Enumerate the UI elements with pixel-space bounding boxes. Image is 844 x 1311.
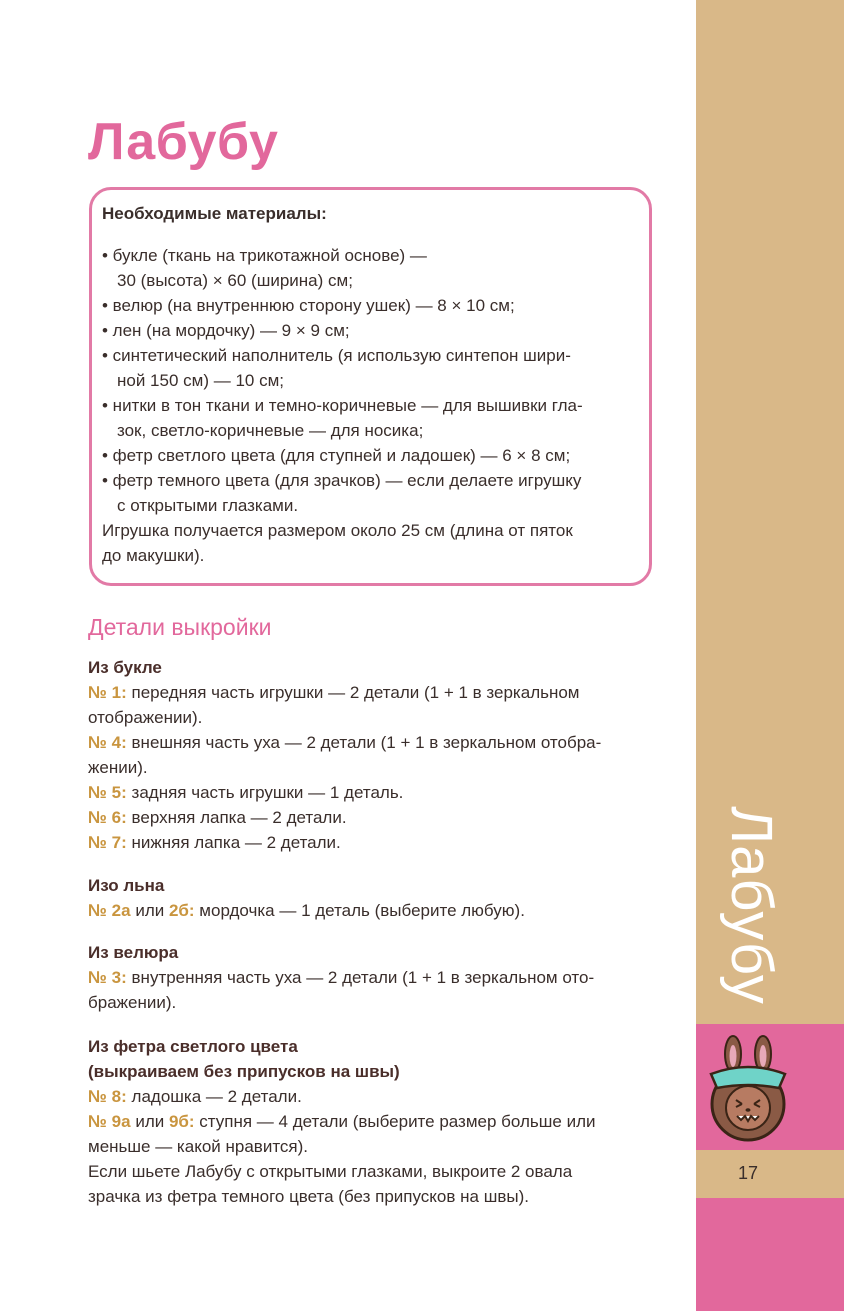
materials-line: ной 150 см) — 10 см; (117, 371, 284, 390)
felt-section (88, 1034, 658, 1209)
detail-text: задняя часть игрушки — 1 деталь. (126, 783, 404, 802)
detail-item (88, 830, 658, 855)
detail-text: внутренняя часть уха — 2 детали (1 + 1 в зеркальном ото- (126, 968, 595, 987)
materials-line: • велюр (на внутреннюю сторону ушек) — 8 × 10 см; (102, 296, 515, 315)
felt-heading: Из фетра светлого цвета (88, 1037, 298, 1056)
detail-item-cont: меньше — какой нравится). (88, 1137, 309, 1156)
detail-item (88, 1109, 658, 1134)
materials-heading: Необходимые материалы: (102, 204, 327, 223)
detail-item-cont: отображении). (88, 708, 203, 727)
detail-or: или (130, 901, 169, 920)
detail-number: № 5: (88, 783, 127, 802)
materials-line: • фетр светлого цвета (для ступней и ладошек) — 6 × 8 см; (102, 446, 571, 465)
materials-line: 30 (высота) × 60 (ширина) см; (117, 271, 353, 290)
detail-text: ступня — 4 детали (выберите размер больше или (194, 1112, 596, 1131)
boucle-section (88, 655, 658, 855)
detail-number: 2б: (168, 901, 195, 920)
detail-item (88, 965, 658, 990)
detail-number: № 8: (88, 1087, 127, 1106)
materials-line: до макушки). (102, 546, 205, 565)
detail-text: внешняя часть уха — 2 детали (1 + 1 в зеркальном отобра- (126, 733, 602, 752)
detail-item-cont: жении). (88, 758, 148, 777)
materials-line: зок, светло-коричневые — для носика; (117, 421, 424, 440)
felt-note: Если шьете Лабубу с открытыми глазками, выкроите 2 овала (88, 1162, 573, 1181)
detail-number: № 9а (88, 1112, 131, 1131)
materials-line: • букле (ткань на трикотажной основе) — (102, 246, 427, 265)
detail-number: № 1: (88, 683, 127, 702)
detail-item (88, 805, 658, 830)
detail-text: передняя часть игрушки — 2 детали (1 + 1 в зеркальном (126, 683, 580, 702)
labubu-mascot-icon (705, 1032, 791, 1144)
page-number-band (696, 1150, 844, 1198)
section-title: Детали выкройки (88, 614, 272, 640)
detail-text: верхняя лапка — 2 детали. (126, 808, 347, 827)
felt-heading-note: (выкраиваем без припусков на швы) (88, 1062, 400, 1081)
materials-line: • фетр темного цвета (для зрачков) — если делаете игрушку (102, 471, 582, 490)
page-title: Лабубу (88, 113, 279, 171)
bottom-pink-block (696, 1198, 844, 1311)
detail-item-cont: бражении). (88, 993, 177, 1012)
detail-or: или (130, 1112, 169, 1131)
detail-number: № 3: (88, 968, 127, 987)
materials-line: • лен (на мордочку) — 9 × 9 см; (102, 321, 350, 340)
detail-text: мордочка — 1 деталь (выберите любую). (194, 901, 525, 920)
page-number: 17 (738, 1163, 759, 1183)
detail-number: № 7: (88, 833, 127, 852)
linen-section (88, 873, 658, 923)
velour-heading: Из велюра (88, 943, 179, 962)
sidebar-title-text: Лабубу (718, 805, 784, 1005)
detail-text: нижняя лапка — 2 детали. (126, 833, 341, 852)
detail-number: № 6: (88, 808, 127, 827)
materials-box (89, 187, 652, 586)
detail-item (88, 680, 658, 705)
detail-number: № 2а (88, 901, 131, 920)
detail-number: № 4: (88, 733, 127, 752)
detail-item (88, 780, 658, 805)
materials-line: Игрушка получается размером около 25 см (длина от пяток (102, 521, 573, 540)
felt-note: зрачка из фетра темного цвета (без припусков на швы). (88, 1187, 529, 1206)
boucle-heading: Из букле (88, 658, 162, 677)
sidebar-title (696, 790, 806, 1020)
linen-heading: Изо льна (88, 876, 165, 895)
detail-item (88, 730, 658, 755)
detail-text: ладошка — 2 детали. (126, 1087, 302, 1106)
detail-item (88, 1084, 658, 1109)
materials-line: с открытыми глазками. (117, 496, 299, 515)
detail-number: 9б: (168, 1112, 195, 1131)
materials-line: • нитки в тон ткани и темно-коричневые — для вышивки гла- (102, 396, 583, 415)
detail-item (88, 898, 658, 923)
materials-line: • синтетический наполнитель (я использую синтепон шири- (102, 346, 571, 365)
velour-section (88, 940, 658, 1015)
